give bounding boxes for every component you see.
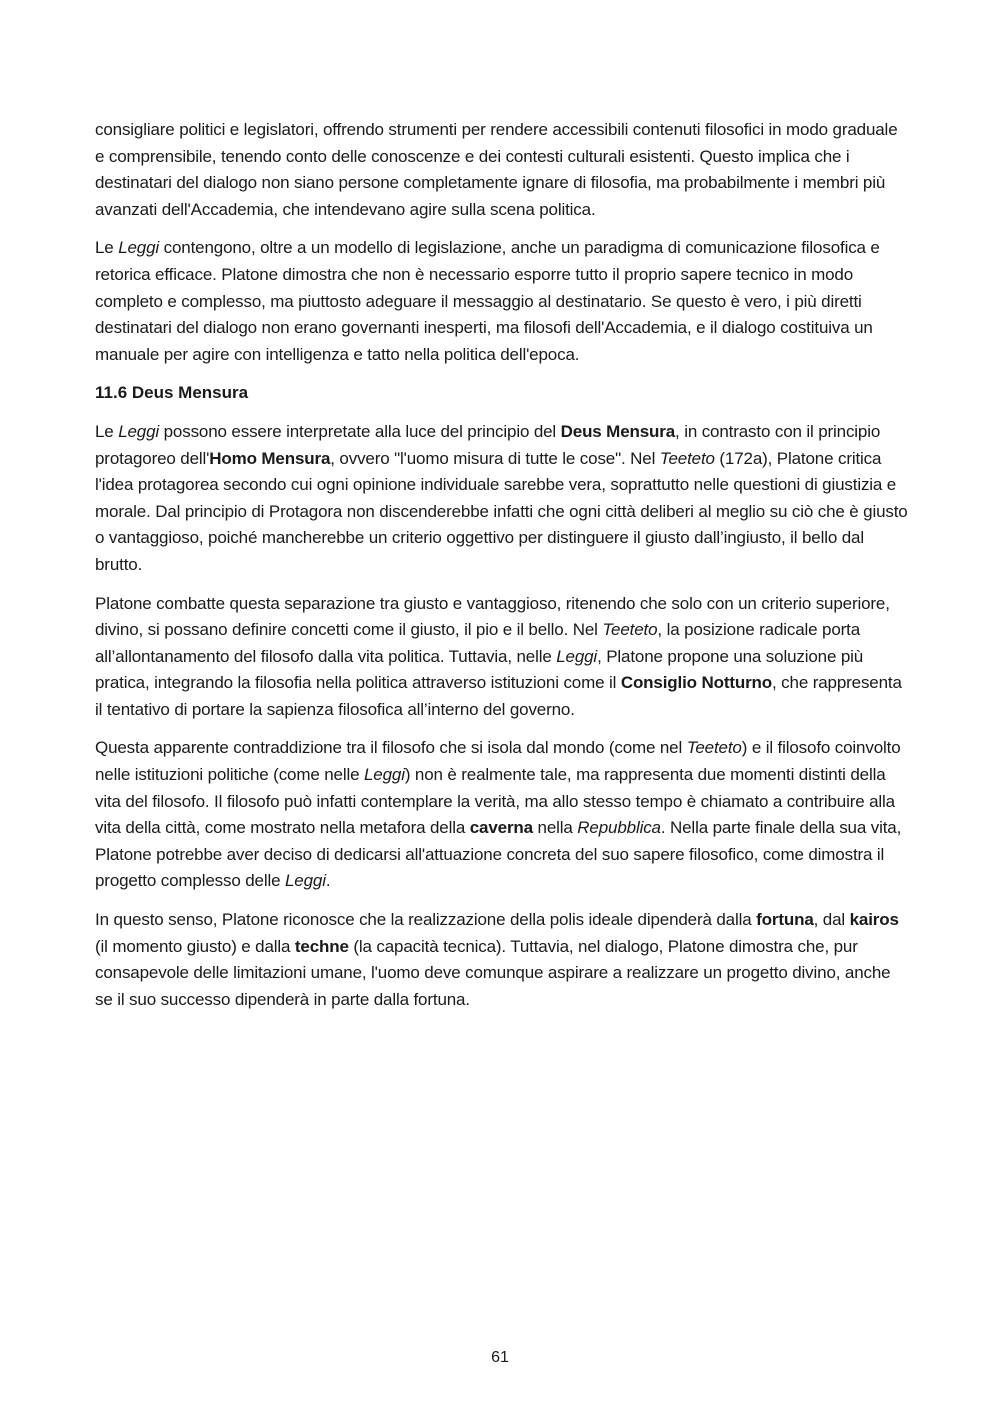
paragraph [95,419,910,579]
text-run: Platone combatte questa separazione tra giusto e vantaggioso, ritenendo che solo con un criterio superiore, divino, si possano definire concetti come il giusto, il pio e il bello. Nel [95,593,890,640]
page-body [95,117,910,1025]
italic-text: Teeteto [602,620,658,640]
bold-text: fortuna [756,910,814,930]
text-run: contengono, oltre a un modello di legislazione, anche un paradigma di comunicazione filosofica e retorica efficace. Platone dimostra che non è necessario esporre tutto il proprio sapere tecnico in modo completo e complesso, ma piuttosto adeguare il messaggio al destinatario. Se questo è vero, i più diretti destinatari del dialogo non erano governanti inesperti, ma filosofi dell'Accademia, e il dialogo costituiva un manuale per agire con intelligenza e tatto nella politica dell'epoca. [95,238,880,364]
text-run: , che rappresenta il tentativo di portare la sapienza filosofica all’interno del governo. [95,673,902,719]
text-run: In questo senso, Platone riconosce che la realizzazione della polis ideale dipenderà dalla [95,910,757,930]
text-run: (la capacità tecnica). Tuttavia, nel dialogo, Platone dimostra che, pur consapevole delle limitazioni umane, l'uomo deve comunque aspirare a realizzare un progetto divino, anche se il suo successo dipenderà in parte dalla fortuna. [95,936,891,1009]
text-run: Le [95,238,119,258]
text-run: , la posizione radicale porta all’allontanamento del filosofo dalla vita politica. Tuttavia, nelle [95,620,861,666]
text-run: ) e il filosofo coinvolto nelle istituzioni politiche (come nelle [95,738,901,785]
text-run: possono essere interpretate alla luce del principio del [159,421,561,441]
paragraph [95,117,910,223]
text-run: (172a), Platone critica l'idea protagorea secondo cui ogni opinione individuale sarebbe vera, soprattutto nelle questioni di giustizia e morale. Dal principio di Protagora non discenderebbe infatti che ogni città deliberi al meglio su ciò che è giusto o vantaggioso, poiché mancherebbe un criterio oggettivo per distinguere il giusto dall’ingiusto, il bello dal brutto. [95,448,908,574]
text-run: . Nella parte finale della sua vita, Platone potrebbe aver deciso di dedicarsi all'attuazione concreta del suo sapere filosofico, come dimostra il progetto complesso delle [95,818,902,891]
italic-text: Leggi [284,871,326,891]
bold-text: Deus Mensura [560,421,676,441]
paragraph [95,235,910,368]
text-run: (il momento giusto) e dalla [95,936,295,956]
italic-text: Leggi [556,646,598,666]
text-run: , in contrasto con il principio protagoreo dell' [95,421,881,468]
bold-text: caverna [469,818,533,838]
italic-text: Repubblica [577,818,661,838]
text-run: , ovvero "l'uomo misura di tutte le cose". Nel [330,448,660,468]
italic-text: Leggi [118,421,160,441]
text-run: consigliare politici e legislatori, offrendo strumenti per rendere accessibili contenuti filosofici in modo graduale e comprensibile, tenendo conto delle conoscenze e dei contesti culturali esistenti. Questo implica che i destinatari del dialogo non siano persone completamente ignare di filosofia, ma probabilmente i membri più avanzati dell'Accademia, che intendevano agire sulla scena politica. [95,120,898,219]
section-heading [95,380,910,407]
bold-text: techne [294,936,349,956]
text-run: , Platone propone una soluzione più pratica, integrando la filosofia nella politica attraverso istituzioni come il [95,646,864,693]
paragraph [95,907,910,1013]
text-run: Questa apparente contraddizione tra il filosofo che si isola dal mondo (come nel [95,738,687,758]
text-run: Le [95,421,119,441]
italic-text: Teeteto [659,448,715,468]
paragraph [95,591,910,724]
paragraph [95,735,910,895]
italic-text: Leggi [118,238,160,258]
text-run: nella [532,818,578,838]
bold-text: Consiglio Notturno [620,673,773,693]
bold-text: kairos [849,910,899,930]
text-run: . [325,871,331,891]
italic-text: Teeteto [686,738,742,758]
bold-text: Homo Mensura [209,448,331,468]
italic-text: Leggi [363,765,405,785]
text-run: 11.6 Deus Mensura [95,383,249,403]
text-run: ) non è realmente tale, ma rappresenta due momenti distinti della vita del filosofo. Il filosofo può infatti contemplare la verità, ma allo stesso tempo è chiamato a contribuire alla vita della città, come mostrato nella metafora della [95,765,895,838]
text-run: , dal [813,910,850,930]
page-number: 61 [491,1349,509,1366]
